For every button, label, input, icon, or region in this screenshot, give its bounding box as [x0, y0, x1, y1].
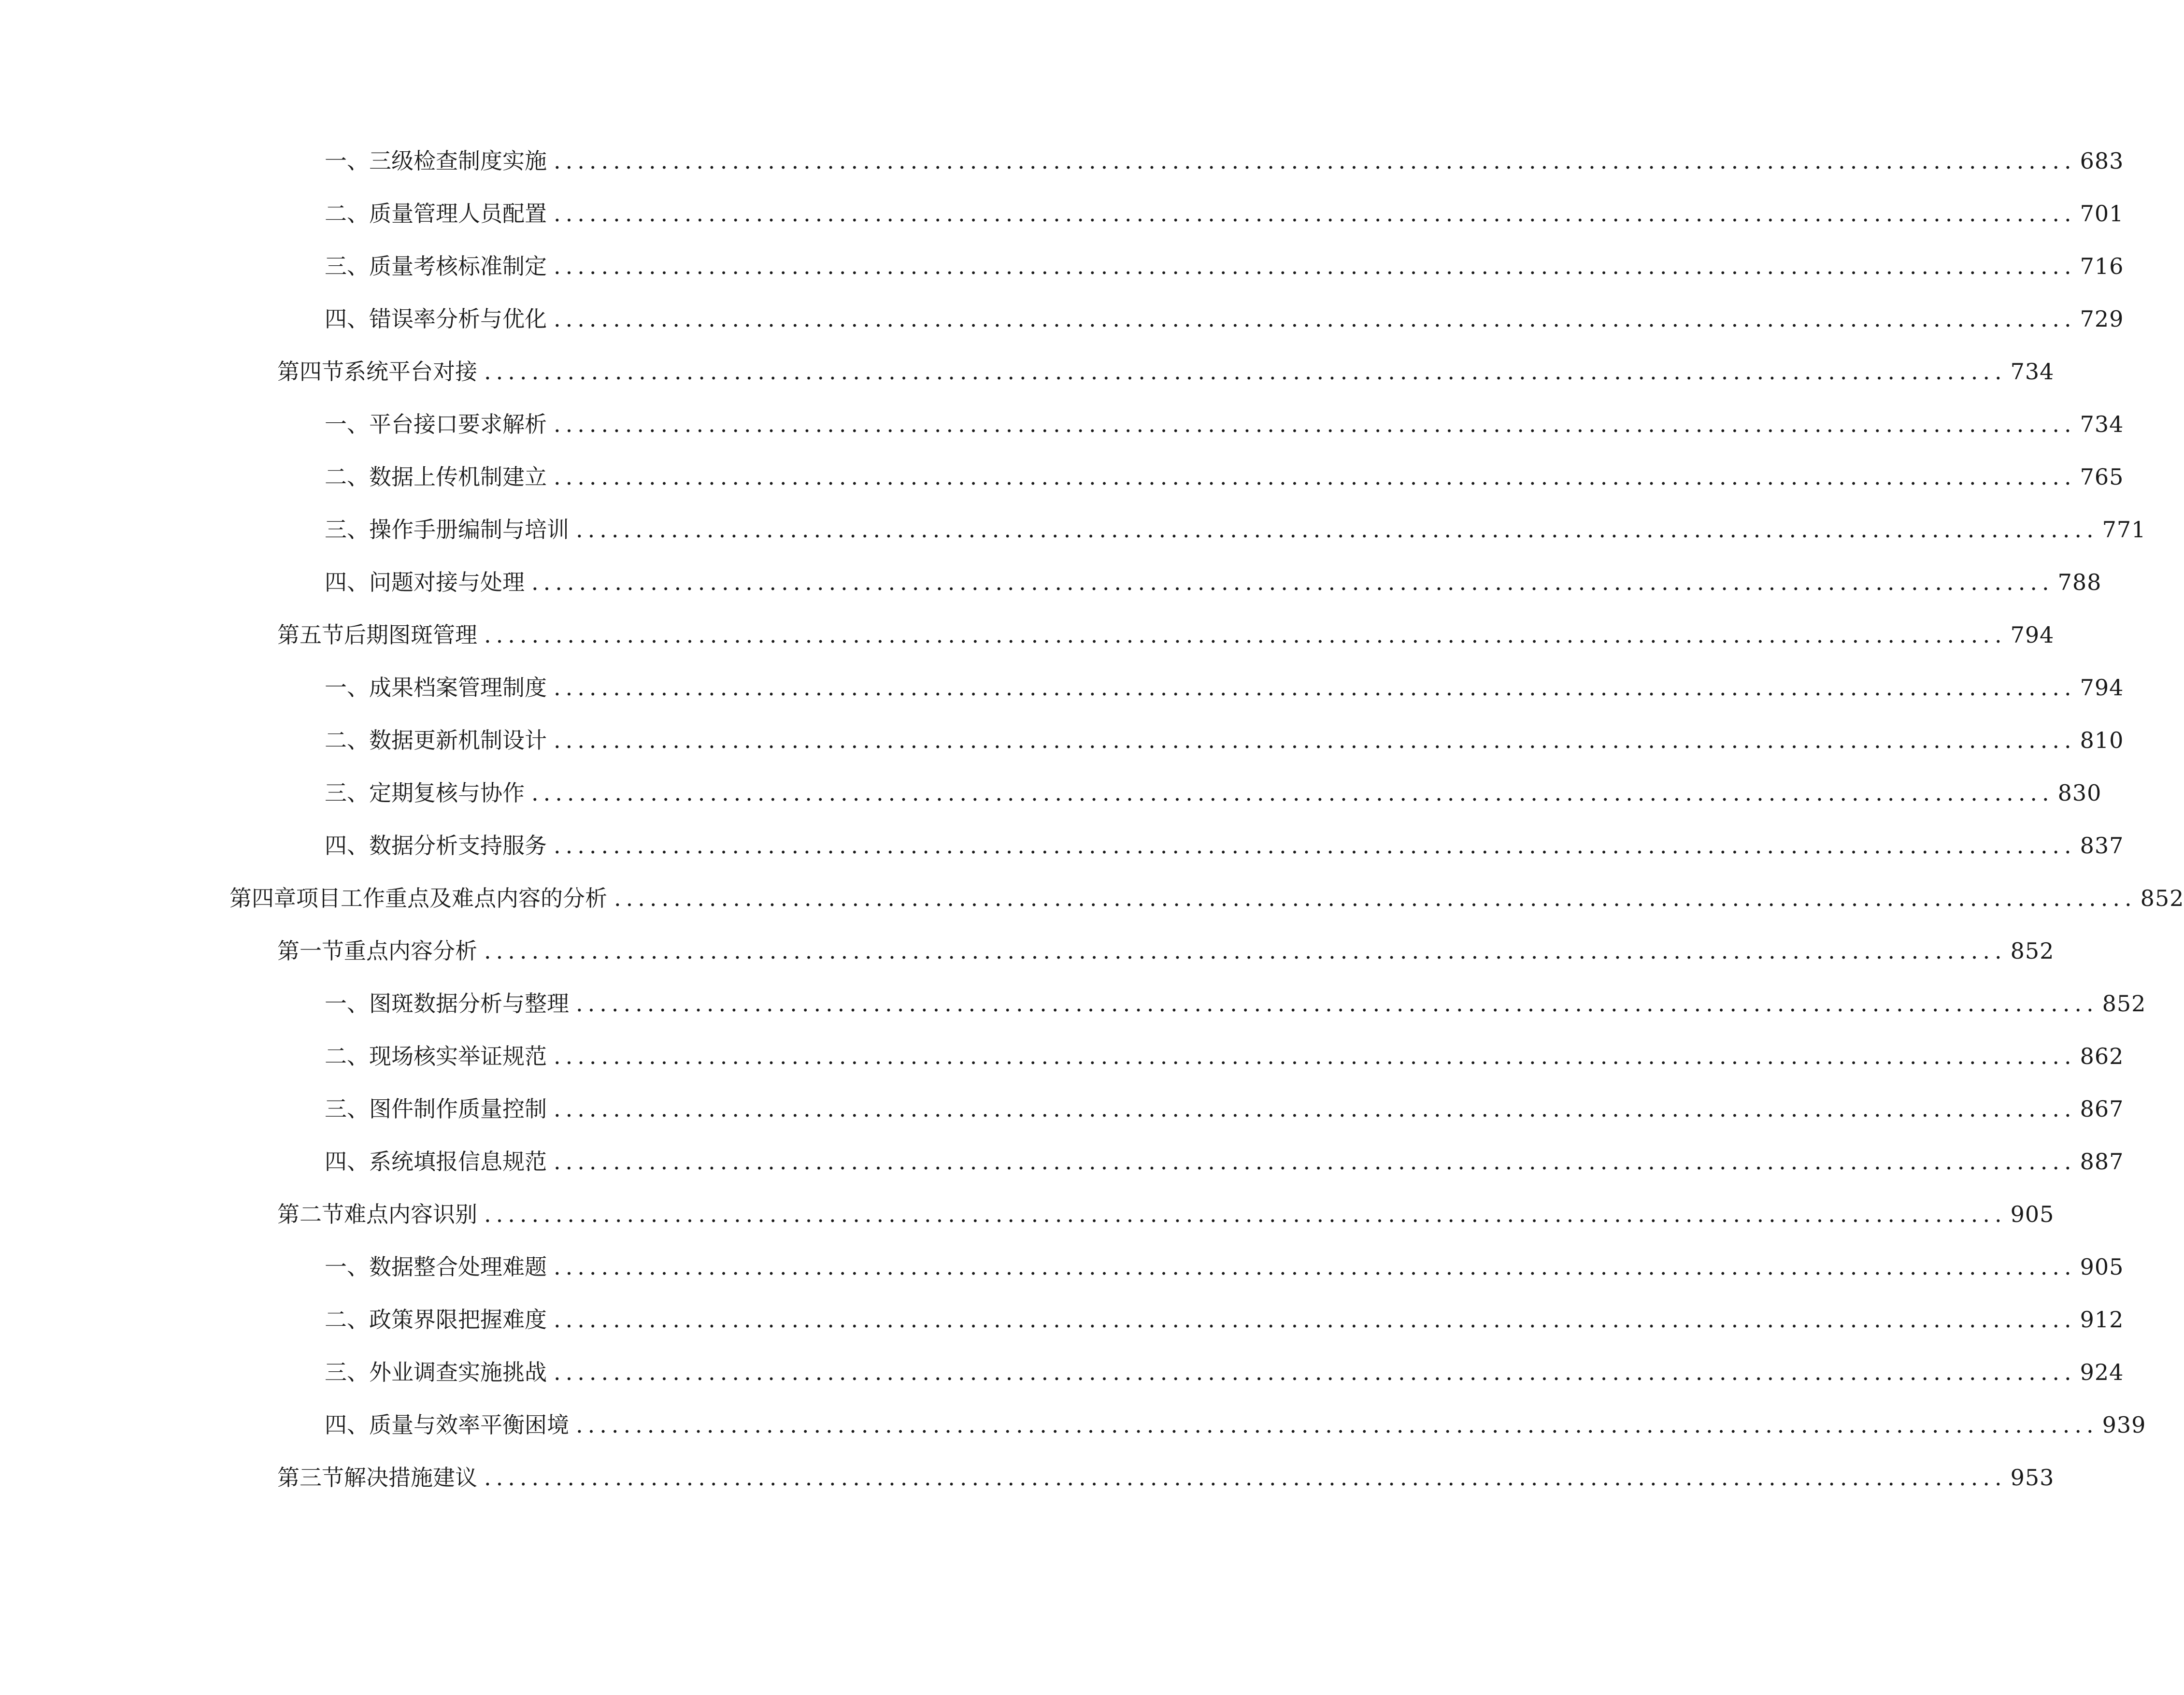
toc-entry[interactable] — [277, 1195, 2055, 1234]
toc-entry[interactable] — [277, 1458, 2055, 1497]
entry-number: 三、 — [325, 253, 369, 279]
entry-page-number: 716 — [2080, 253, 2124, 279]
entry-page-number: 734 — [2010, 359, 2055, 385]
entry-page-number: 788 — [2057, 569, 2102, 595]
dot-leader: ................................................................................................................................ — [554, 1359, 2076, 1385]
entry-title: 定期复核与协作 — [369, 780, 525, 806]
dot-leader: ................................................................................................................................ — [554, 1307, 2076, 1333]
dot-leader: ................................................................................................................................ — [484, 1465, 2007, 1491]
toc-entry[interactable] — [325, 142, 2124, 180]
entry-number: 四、 — [325, 1412, 369, 1438]
entry-number: 三、 — [325, 1359, 369, 1385]
dot-leader: ................................................................................................................................ — [554, 253, 2076, 279]
toc-entry[interactable] — [325, 826, 2124, 865]
dot-leader: ................................................................................................................................ — [484, 359, 2007, 385]
dot-leader: ................................................................................................................................ — [554, 727, 2076, 753]
entry-page-number: 852 — [2140, 885, 2184, 911]
toc-entry[interactable] — [325, 458, 2124, 496]
dot-leader: ................................................................................................................................ — [554, 833, 2076, 859]
entry-page-number: 701 — [2080, 201, 2124, 227]
entry-title: 系统平台对接 — [344, 359, 477, 385]
entry-title: 数据上传机制建立 — [369, 464, 547, 490]
entry-title: 质量管理人员配置 — [369, 201, 547, 227]
entry-page-number: 852 — [2010, 938, 2055, 964]
toc-entry[interactable] — [325, 1090, 2124, 1128]
toc-entry[interactable] — [277, 616, 2055, 654]
entry-page-number: 810 — [2080, 727, 2124, 753]
entry-number: 三、 — [325, 1096, 369, 1122]
entry-title: 后期图斑管理 — [344, 622, 477, 648]
entry-title: 三级检查制度实施 — [369, 148, 547, 174]
entry-number: 二、 — [325, 1043, 369, 1069]
dot-leader: ................................................................................................................................ — [576, 517, 2098, 543]
entry-title: 解决措施建议 — [344, 1465, 477, 1491]
toc-entry[interactable] — [325, 1142, 2124, 1181]
toc-entry[interactable] — [325, 1406, 2146, 1444]
entry-number: 第五节 — [277, 622, 344, 648]
entry-title: 图件制作质量控制 — [369, 1096, 547, 1122]
dot-leader: ................................................................................................................................ — [554, 201, 2076, 227]
entry-title: 成果档案管理制度 — [369, 675, 547, 701]
dot-leader: ................................................................................................................................ — [554, 1149, 2076, 1175]
toc-entry[interactable] — [325, 510, 2146, 549]
entry-number: 二、 — [325, 201, 369, 227]
entry-number: 第四节 — [277, 359, 344, 385]
entry-title: 系统填报信息规范 — [369, 1149, 547, 1175]
entry-page-number: 905 — [2080, 1254, 2124, 1280]
dot-leader: ................................................................................................................................ — [554, 411, 2076, 437]
entry-page-number: 794 — [2080, 675, 2124, 701]
entry-number: 四、 — [325, 833, 369, 859]
entry-number: 一、 — [325, 148, 369, 174]
entry-title: 难点内容识别 — [344, 1201, 477, 1227]
entry-title: 重点内容分析 — [344, 938, 477, 964]
toc-entry[interactable] — [325, 300, 2124, 338]
toc-entry[interactable] — [277, 932, 2055, 970]
toc-entry[interactable] — [325, 774, 2102, 812]
entry-number: 第四章 — [229, 885, 296, 911]
toc-entry[interactable] — [325, 984, 2146, 1023]
entry-page-number: 912 — [2080, 1307, 2124, 1333]
dot-leader: ................................................................................................................................ — [554, 1254, 2076, 1280]
entry-page-number: 683 — [2080, 148, 2124, 174]
dot-leader: ................................................................................................................................ — [531, 569, 2054, 595]
entry-number: 第三节 — [277, 1465, 344, 1491]
dot-leader: ................................................................................................................................ — [554, 675, 2076, 701]
entry-number: 一、 — [325, 411, 369, 437]
dot-leader: ................................................................................................................................ — [554, 464, 2076, 490]
entry-page-number: 765 — [2080, 464, 2124, 490]
entry-page-number: 852 — [2102, 991, 2146, 1017]
dot-leader: ................................................................................................................................ — [531, 780, 2054, 806]
entry-number: 二、 — [325, 1307, 369, 1333]
entry-number: 一、 — [325, 1254, 369, 1280]
entry-number: 第二节 — [277, 1201, 344, 1227]
entry-page-number: 734 — [2080, 411, 2124, 437]
entry-number: 二、 — [325, 727, 369, 753]
entry-number: 第一节 — [277, 938, 344, 964]
entry-title: 数据分析支持服务 — [369, 833, 547, 859]
toc-entry[interactable] — [325, 194, 2124, 233]
toc-entry[interactable] — [325, 563, 2102, 602]
entry-page-number: 830 — [2057, 780, 2102, 806]
entry-number: 二、 — [325, 464, 369, 490]
dot-leader: ................................................................................................................................ — [484, 938, 2007, 964]
entry-title: 数据更新机制设计 — [369, 727, 547, 753]
entry-title: 项目工作重点及难点内容的分析 — [296, 885, 607, 911]
entry-number: 三、 — [325, 780, 369, 806]
entry-title: 质量与效率平衡困境 — [369, 1412, 569, 1438]
toc-entry[interactable] — [325, 405, 2124, 444]
entry-page-number: 939 — [2102, 1412, 2146, 1438]
dot-leader: ................................................................................................................................ — [576, 1412, 2098, 1438]
dot-leader: ................................................................................................................................ — [484, 622, 2007, 648]
entry-number: 四、 — [325, 569, 369, 595]
entry-page-number: 837 — [2080, 833, 2124, 859]
dot-leader: ................................................................................................................................ — [576, 991, 2098, 1017]
entry-page-number: 905 — [2010, 1201, 2055, 1227]
dot-leader: ................................................................................................................................ — [614, 885, 2137, 911]
entry-title: 操作手册编制与培训 — [369, 517, 569, 543]
entry-page-number: 953 — [2010, 1465, 2055, 1491]
dot-leader: ................................................................................................................................ — [554, 306, 2076, 332]
entry-page-number: 771 — [2102, 517, 2146, 543]
toc-entry[interactable] — [277, 352, 2055, 391]
toc-entry[interactable] — [325, 1248, 2124, 1286]
entry-title: 质量考核标准制定 — [369, 253, 547, 279]
toc-entry[interactable] — [229, 879, 2184, 918]
dot-leader: ................................................................................................................................ — [554, 1096, 2076, 1122]
entry-title: 现场核实举证规范 — [369, 1043, 547, 1069]
entry-title: 政策界限把握难度 — [369, 1307, 547, 1333]
entry-page-number: 867 — [2080, 1096, 2124, 1122]
entry-number: 四、 — [325, 1149, 369, 1175]
entry-title: 外业调查实施挑战 — [369, 1359, 547, 1385]
dot-leader: ................................................................................................................................ — [554, 1043, 2076, 1069]
dot-leader: ................................................................................................................................ — [554, 148, 2076, 174]
toc-entry[interactable] — [325, 1037, 2124, 1076]
toc-entry[interactable] — [325, 247, 2124, 286]
entry-title: 图斑数据分析与整理 — [369, 991, 569, 1017]
entry-title: 平台接口要求解析 — [369, 411, 547, 437]
toc-entry[interactable] — [325, 721, 2124, 760]
entry-title: 错误率分析与优化 — [369, 306, 547, 332]
entry-page-number: 924 — [2080, 1359, 2124, 1385]
entry-page-number: 887 — [2080, 1149, 2124, 1175]
entry-page-number: 862 — [2080, 1043, 2124, 1069]
entry-number: 四、 — [325, 306, 369, 332]
toc-entry[interactable] — [325, 1353, 2124, 1392]
toc-entry[interactable] — [325, 1300, 2124, 1339]
entry-page-number: 729 — [2080, 306, 2124, 332]
entry-title: 数据整合处理难题 — [369, 1254, 547, 1280]
entry-page-number: 794 — [2010, 622, 2055, 648]
entry-number: 一、 — [325, 675, 369, 701]
dot-leader: ................................................................................................................................ — [484, 1201, 2007, 1227]
toc-entry[interactable] — [325, 668, 2124, 707]
entry-number: 三、 — [325, 517, 369, 543]
entry-number: 一、 — [325, 991, 369, 1017]
entry-title: 问题对接与处理 — [369, 569, 525, 595]
